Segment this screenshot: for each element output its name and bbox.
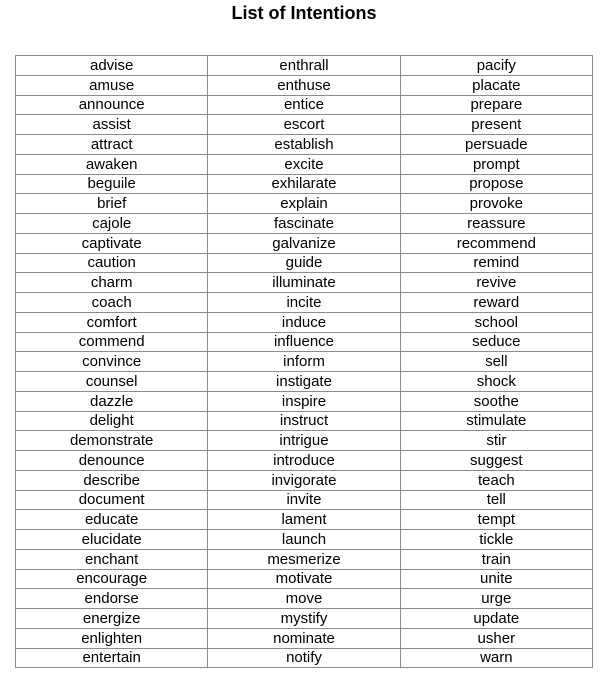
page-title: List of Intentions [231,3,377,23]
table-cell: energize [16,609,208,629]
table-cell: galvanize [208,233,400,253]
table-cell: unite [400,569,592,589]
table-cell: incite [208,293,400,313]
table-cell: usher [400,628,592,648]
table-cell: instruct [208,411,400,431]
intentions-table-body [16,56,593,668]
table-cell: prepare [400,95,592,115]
table-cell: illuminate [208,273,400,293]
table-cell: mystify [208,609,400,629]
table-cell: endorse [16,589,208,609]
table-cell: enthrall [208,56,400,76]
table-cell: introduce [208,451,400,471]
table-cell: suggest [400,451,592,471]
table-cell: cajole [16,214,208,234]
table-cell: move [208,589,400,609]
table-row [16,56,593,76]
table-cell: update [400,609,592,629]
table-row [16,293,593,313]
table-cell: enthuse [208,75,400,95]
table-cell: announce [16,95,208,115]
table-cell: caution [16,253,208,273]
table-row [16,470,593,490]
table-cell: enchant [16,549,208,569]
table-cell: invite [208,490,400,510]
table-cell: placate [400,75,592,95]
table-cell: convince [16,352,208,372]
table-cell: lament [208,510,400,530]
table-cell: document [16,490,208,510]
table-cell: launch [208,530,400,550]
table-cell: guide [208,253,400,273]
table-cell: denounce [16,451,208,471]
table-row [16,431,593,451]
table-cell: delight [16,411,208,431]
table-row [16,391,593,411]
table-cell: encourage [16,569,208,589]
table-cell: establish [208,135,400,155]
table-cell: school [400,312,592,332]
table-cell: induce [208,312,400,332]
table-cell: explain [208,194,400,214]
table-row [16,332,593,352]
table-row [16,95,593,115]
table-row [16,233,593,253]
table-cell: inform [208,352,400,372]
table-cell: awaken [16,154,208,174]
table-cell: exhilarate [208,174,400,194]
table-cell: stir [400,431,592,451]
table-cell: demonstrate [16,431,208,451]
table-cell: entertain [16,648,208,668]
table-cell: reassure [400,214,592,234]
table-row [16,253,593,273]
table-cell: nominate [208,628,400,648]
table-row [16,648,593,668]
table-cell: mesmerize [208,549,400,569]
table-cell: remind [400,253,592,273]
table-cell: elucidate [16,530,208,550]
table-cell: escort [208,115,400,135]
table-cell: intrigue [208,431,400,451]
table-row [16,174,593,194]
table-row [16,273,593,293]
table-row [16,628,593,648]
table-row [16,490,593,510]
table-row [16,530,593,550]
table-row [16,194,593,214]
table-row [16,569,593,589]
table-cell: entice [208,95,400,115]
table-cell: prompt [400,154,592,174]
table-cell: inspire [208,391,400,411]
table-cell: beguile [16,174,208,194]
table-cell: invigorate [208,470,400,490]
table-cell: captivate [16,233,208,253]
table-cell: attract [16,135,208,155]
table-cell: propose [400,174,592,194]
table-cell: tickle [400,530,592,550]
table-cell: seduce [400,332,592,352]
table-cell: enlighten [16,628,208,648]
table-cell: educate [16,510,208,530]
table-row [16,589,593,609]
table-cell: amuse [16,75,208,95]
table-cell: dazzle [16,391,208,411]
table-cell: excite [208,154,400,174]
table-cell: stimulate [400,411,592,431]
table-row [16,451,593,471]
table-cell: teach [400,470,592,490]
table-cell: recommend [400,233,592,253]
table-row [16,312,593,332]
table-row [16,75,593,95]
table-row [16,135,593,155]
table-cell: persuade [400,135,592,155]
table-cell: pacify [400,56,592,76]
table-cell: train [400,549,592,569]
table-cell: sell [400,352,592,372]
table-row [16,372,593,392]
table-cell: advise [16,56,208,76]
table-row [16,549,593,569]
intentions-table [15,55,593,668]
table-cell: comfort [16,312,208,332]
table-cell: shock [400,372,592,392]
table-cell: revive [400,273,592,293]
table-row [16,411,593,431]
table-cell: soothe [400,391,592,411]
table-cell: motivate [208,569,400,589]
table-row [16,154,593,174]
table-row [16,609,593,629]
table-cell: warn [400,648,592,668]
table-cell: tell [400,490,592,510]
table-cell: fascinate [208,214,400,234]
table-cell: influence [208,332,400,352]
table-row [16,352,593,372]
table-cell: tempt [400,510,592,530]
table-cell: urge [400,589,592,609]
table-cell: notify [208,648,400,668]
table-row [16,214,593,234]
table-cell: instigate [208,372,400,392]
table-cell: counsel [16,372,208,392]
table-cell: reward [400,293,592,313]
table-cell: charm [16,273,208,293]
table-cell: brief [16,194,208,214]
table-cell: coach [16,293,208,313]
table-cell: commend [16,332,208,352]
table-cell: describe [16,470,208,490]
table-cell: present [400,115,592,135]
table-cell: provoke [400,194,592,214]
table-row [16,115,593,135]
table-cell: assist [16,115,208,135]
table-row [16,510,593,530]
